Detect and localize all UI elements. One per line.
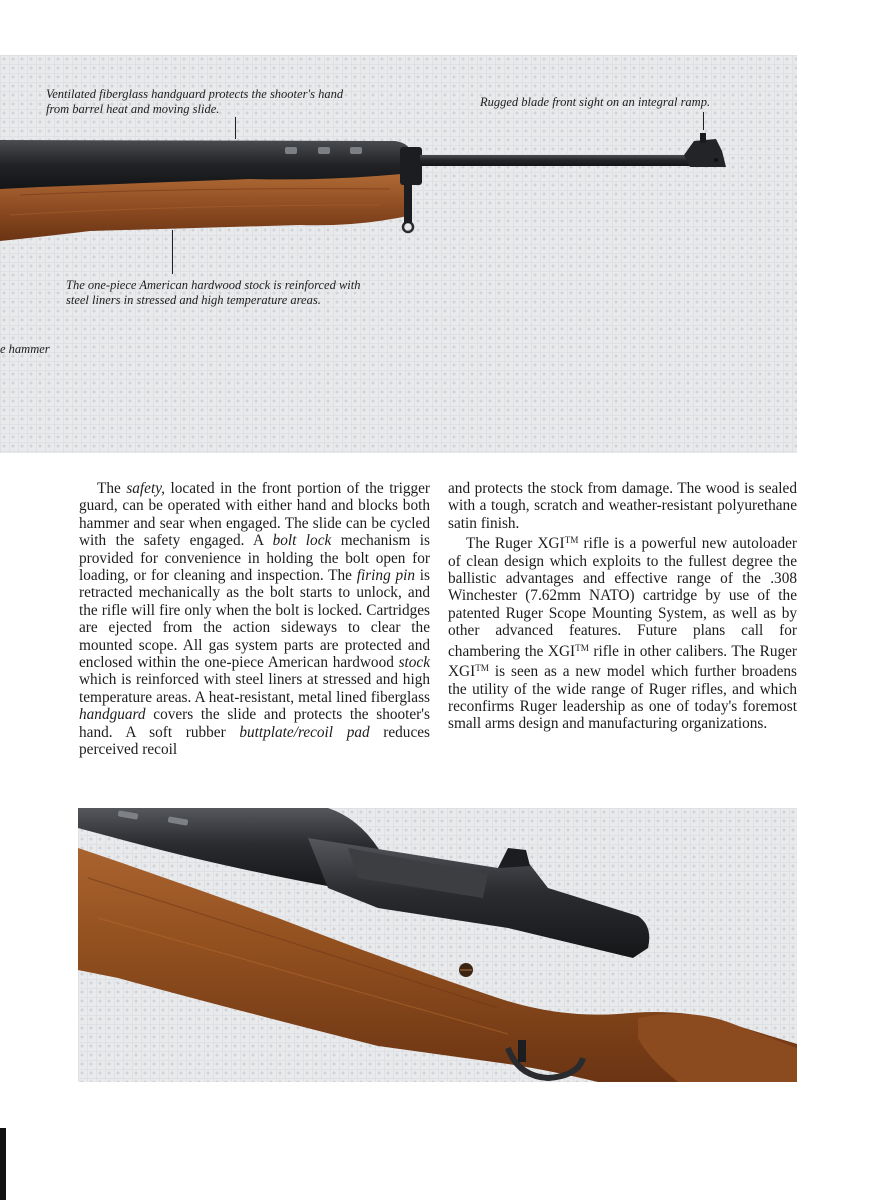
top-photo — [0, 55, 797, 453]
rear-sight — [498, 848, 530, 868]
caption-handguard: Ventilated fiberglass handguard protects the shooter's hand from barrel heat and moving slide. — [46, 87, 344, 116]
paragraph-finish: and protects the stock from damage. The wood is sealed with a tough, scratch and weather-resistant polyurethane satin finish. — [448, 480, 797, 532]
body-text-right-column — [448, 480, 797, 733]
caption-stock: The one-piece American hardwood stock is reinforced with steel liners in stressed and high temperature areas. — [66, 278, 361, 307]
page-edge-bar — [0, 1128, 6, 1200]
leader-line-stock — [172, 230, 173, 274]
paragraph-xgi-rifle: The Ruger XGI™ rifle is a powerful new autoloader of clean design which exploits to the fullest degree the ballistic advantages and effective range of the .308 Winchester (7.62mm NATO) cartridge by use of the patented Ruger Scope Mounting System, as well as by other advanced features. Future plans call for chambering the XGI™ rifle in other calibers. The Ruger XGI™ is seen as a new model which further broadens the utility of the wide range of Ruger rifles, and which reconfirms Ruger leadership as one of today's foremost small arms design and manufacturing organizations. — [448, 535, 798, 733]
front-sight — [684, 139, 726, 167]
barrel — [420, 155, 718, 166]
rifle-receiver-illustration — [78, 808, 797, 1082]
leader-line-front-sight — [703, 112, 704, 130]
sling-swivel — [403, 222, 413, 232]
body-text-left-column: The safety, located in the front portion of the trigger guard, can be operated with either hand and blocks both hammer and sear when engaged. The slide can be cycled with the safety engaged. A bolt lock mechanism is provided for convenience in holding the bolt open for loading, or for cleaning and inspection. The firing pin is retracted mechanically as the bolt starts to unlock, and the rifle will fire only when the bolt is locked. Cartridges are ejected from the action sideways to clear the mounted scope. All gas system parts are protected and enclosed within the one-piece American hardwood stock which is reinforced with steel liners at stressed and high temperature areas. A heat-resistant, metal lined fiberglass handguard covers the slide and protects the shooter's hand. A soft rubber buttplate/recoil pad reduces perceived recoil — [79, 480, 430, 759]
caption-front-sight: Rugged blade front sight on an integral ramp. — [480, 95, 711, 109]
bottom-photo — [78, 808, 797, 1082]
caption-hammer-fragment: e hammer — [0, 342, 50, 356]
leader-line-handguard — [235, 117, 236, 139]
